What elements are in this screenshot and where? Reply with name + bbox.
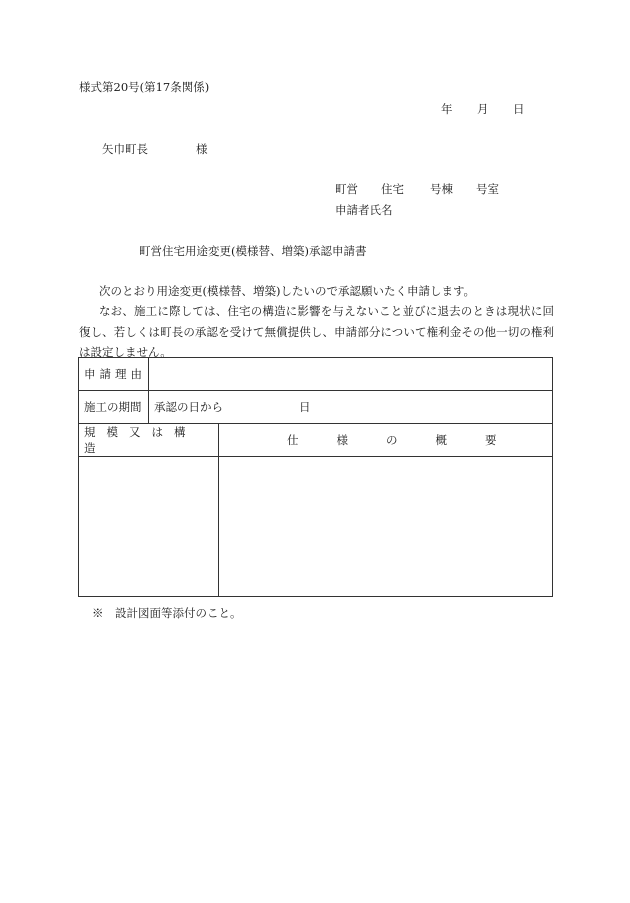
applicant-name-label: 申請者氏名 [335, 203, 393, 217]
date-year-label: 年 [441, 102, 453, 116]
application-table [78, 357, 553, 597]
form-number: 様式第20号(第17条関係) [79, 80, 210, 94]
body-paragraph-1: 次のとおり用途変更(模様替、増築)したいので承認願いたく申請します。 [99, 284, 476, 298]
date-day-label: 日 [513, 102, 525, 116]
reason-label: 申請理由 [79, 358, 149, 391]
body-paragraph-2: なお、施工に際しては、住宅の構造に影響を与えないこと並びに退去のときは現状に回復し、若しくは町長の承認を受けて無償提供し、申請部分について権利金その他一切の権利は設定しません。 [79, 304, 554, 359]
attachment-note: ※ 設計図面等添付のこと。 [92, 606, 242, 620]
header-row [79, 424, 553, 457]
detail-row [79, 457, 553, 597]
period-from-text: 承認の日から [154, 400, 223, 414]
period-row [79, 391, 553, 424]
address-house-label: 住宅 [381, 182, 404, 196]
scale-field[interactable] [79, 457, 219, 597]
address-room-label: 号室 [476, 182, 499, 196]
reason-row [79, 358, 553, 391]
addressee-name: 矢巾町長 [102, 142, 148, 156]
scale-header: 規模又は構造 [79, 424, 219, 457]
spec-field[interactable] [219, 457, 553, 597]
date-month-label: 月 [477, 102, 489, 116]
address-town-label: 町営 [335, 182, 358, 196]
reason-field[interactable] [149, 358, 553, 391]
addressee-honorific: 様 [196, 142, 208, 156]
document-title: 町営住宅用途変更(模様替、増築)承認申請書 [139, 244, 367, 258]
period-field[interactable] [149, 391, 553, 424]
spec-header: 仕様の概要 [219, 424, 553, 457]
period-label: 施工の期間 [79, 391, 149, 424]
period-day-text: 日 [299, 400, 311, 414]
address-building-label: 号棟 [430, 182, 453, 196]
